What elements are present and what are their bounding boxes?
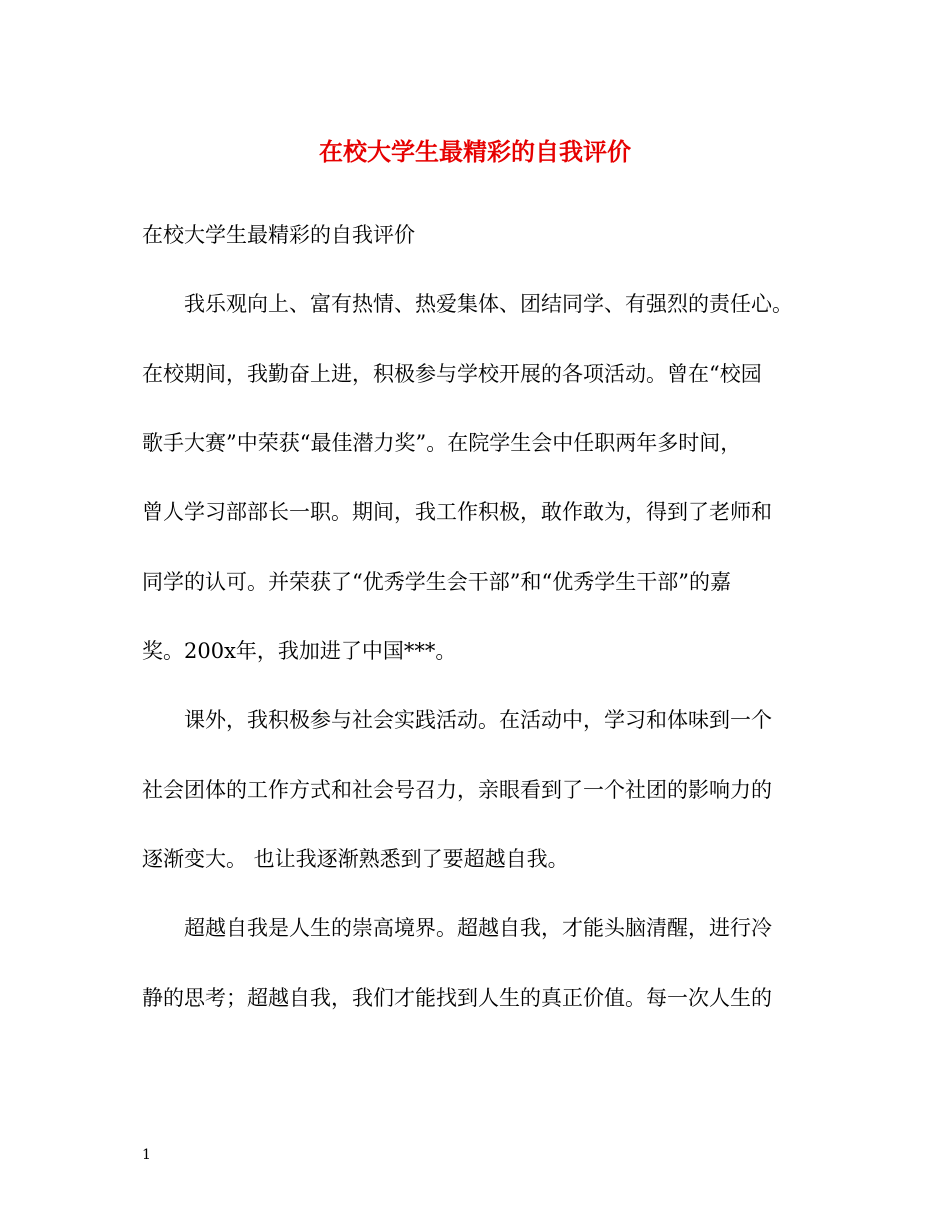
body-line: 我乐观向上、富有热情、热爱集体、团结同学、有强烈的责任心。 (142, 292, 793, 316)
page-number: 1 (142, 1147, 151, 1163)
body-line: 曾人学习部部长一职。期间，我工作积极，敢作敢为，得到了老师和 (142, 500, 772, 524)
body-line: 社会团体的工作方式和社会号召力，亲眼看到了一个社团的影响力的 (142, 778, 772, 802)
body-line: 在校大学生最精彩的自我评价 (142, 223, 415, 247)
body-line: 在校期间，我勤奋上进，积极参与学校开展的各项活动。曾在“校园 (142, 362, 762, 386)
body-line: 逐渐变大。 也让我逐渐熟悉到了要超越自我。 (142, 847, 569, 871)
body-line: 歌手大赛”中荣获“最佳潜力奖”。在院学生会中任职两年多时间， (142, 431, 742, 455)
body-line: 同学的认可。并荣获了“优秀学生会干部”和“优秀学生干部”的嘉 (142, 570, 731, 594)
body-line: 静的思考；超越自我，我们才能找到人生的真正价值。每一次人生的 (142, 986, 772, 1010)
body-line: 课外，我积极参与社会实践活动。在活动中，学习和体味到一个 (142, 708, 772, 732)
body-line: 奖。200x年，我加进了中国***。 (142, 639, 457, 663)
document-title: 在校大学生最精彩的自我评价 (319, 137, 631, 166)
body-line: 超越自我是人生的崇高境界。超越自我，才能头脑清醒，进行冷 (142, 916, 772, 940)
